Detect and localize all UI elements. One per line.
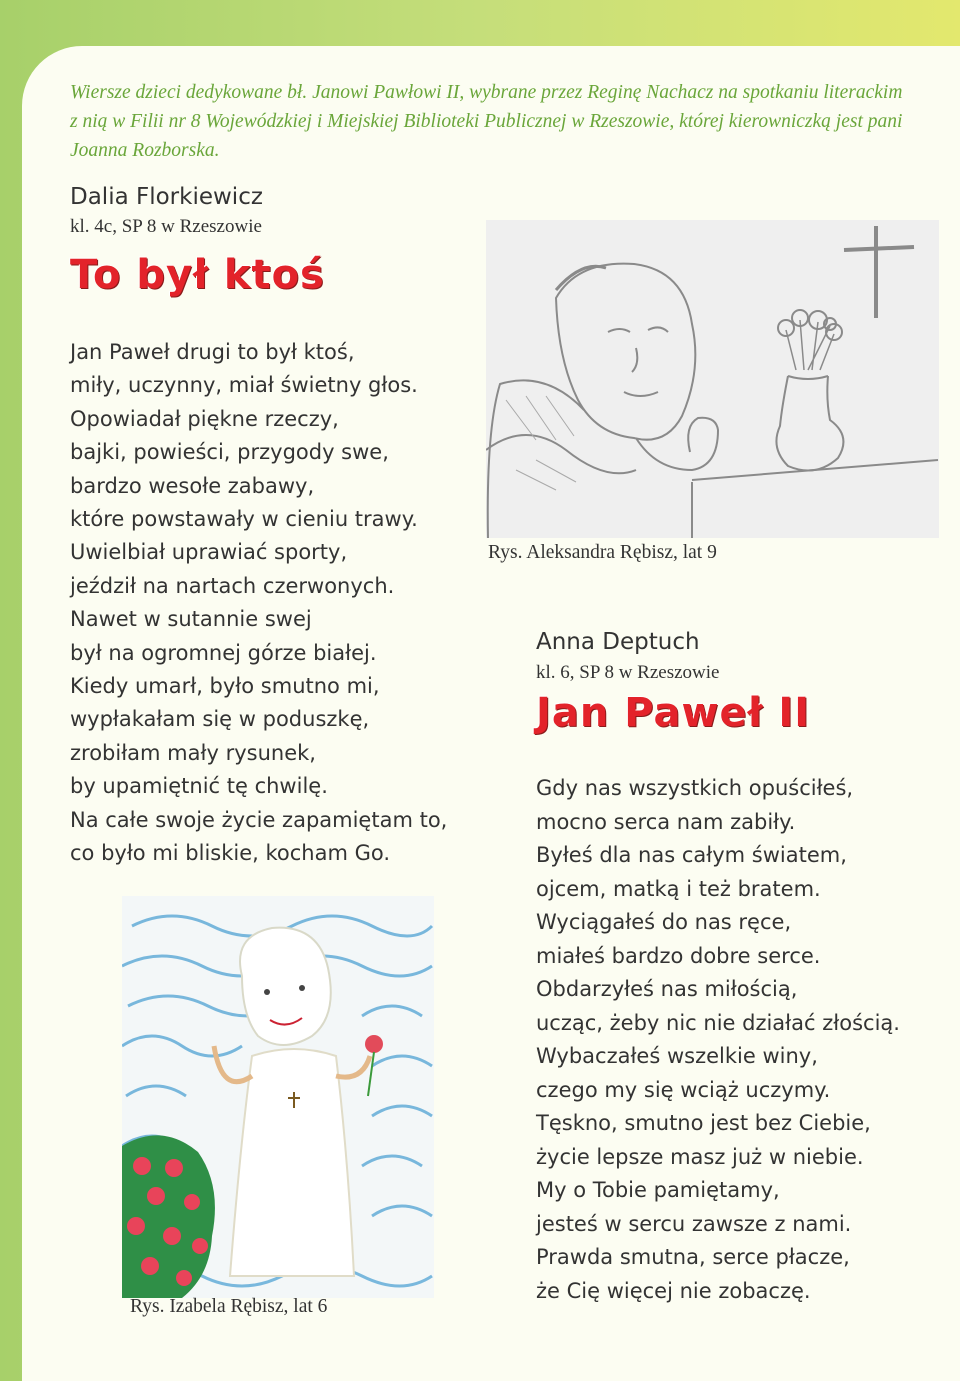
poem2-line: Wybaczałeś wszelkie winy,	[536, 1044, 818, 1068]
poem2-title: Jan Paweł II	[536, 690, 811, 736]
poem2-school: kl. 6, SP 8 w Rzeszowie	[536, 662, 720, 683]
poem2-line: ucząc, żeby nic nie działać złością.	[536, 1010, 900, 1035]
drawing1-caption: Rys. Aleksandra Rębisz, lat 9	[488, 542, 717, 563]
page	[22, 46, 960, 1381]
poem1-body	[70, 336, 447, 871]
poem2-line: miałeś bardzo dobre serce.	[536, 943, 821, 968]
poem2-line: Wyciągałeś do nas ręce,	[536, 910, 792, 934]
poem2-line: że Cię więcej nie zobaczę.	[536, 1278, 811, 1303]
poem1-line: Na całe swoje życie zapamiętam to,	[70, 807, 448, 832]
poem2-line: czego my się wciąż uczymy.	[536, 1077, 831, 1102]
poem1-title: To był ktoś	[70, 252, 325, 298]
poem1-school: kl. 4c, SP 8 w Rzeszowie	[70, 216, 262, 237]
poem1-line: Opowiadał piękne rzeczy,	[70, 406, 339, 431]
poem1-line: które powstawały w cieniu trawy.	[70, 507, 418, 532]
poem2-line: Prawda smutna, serce płacze,	[536, 1245, 850, 1269]
poem1-line: Jan Paweł drugi to był ktoś,	[70, 340, 355, 364]
poem2-line: jesteś w sercu zawsze z nami.	[536, 1211, 852, 1236]
poem1-line: co było mi bliskie, kocham Go.	[70, 841, 391, 866]
crayon-drawing-image	[122, 896, 434, 1298]
poem1-line: Kiedy umarł, było smutno mi,	[70, 674, 380, 699]
poem1-line: bardzo wesołe zabawy,	[70, 473, 315, 498]
poem2-author: Anna Deptuch	[536, 629, 700, 655]
intro-text: Wiersze dzieci dedykowane bł. Janowi Pawłowi II, wybrane przez Reginę Nachacz na spotkaniu literackim z nią w Filii nr 8 Wojewódzkiej i Miejskiej Biblioteki Publicznej w Rzeszowie, której kierowniczką jest pani Joanna Rozborska.	[70, 82, 903, 161]
poem2-line: Tęskno, smutno jest bez Ciebie,	[536, 1111, 871, 1135]
poem2-line: Obdarzyłeś nas miłością,	[536, 977, 798, 1001]
poem1-line: Uwielbiał uprawiać sporty,	[70, 540, 348, 565]
pencil-drawing-pope	[486, 220, 939, 538]
poem2-line: Byłeś dla nas całym światem,	[536, 843, 847, 867]
poem2-body	[536, 772, 900, 1308]
poem1-author: Dalia Florkiewicz	[70, 184, 263, 210]
poem1-line: by upamiętnić tę chwilę.	[70, 774, 328, 799]
poem1-line: miły, uczynny, miał świetny głos.	[70, 373, 418, 398]
poem1-line: jeździł na nartach czerwonych.	[70, 573, 395, 598]
poem1-line: wypłakałam się w poduszkę,	[70, 707, 370, 732]
crayon-drawing-pope	[122, 896, 434, 1298]
poem2-line: Gdy nas wszystkich opuściłeś,	[536, 776, 854, 800]
poem2-line: życie lepsze masz już w niebie.	[536, 1144, 864, 1169]
poem2-line: mocno serca nam zabiły.	[536, 809, 796, 834]
poem2-line: My o Tobie pamiętamy,	[536, 1178, 780, 1202]
poem1-line: bajki, powieści, przygody swe,	[70, 440, 389, 465]
poem1-line: zrobiłam mały rysunek,	[70, 740, 316, 765]
poem2-line: ojcem, matką i też bratem.	[536, 876, 821, 901]
drawing2-caption: Rys. Izabela Rębisz, lat 6	[130, 1296, 328, 1317]
pencil-sketch-image	[486, 220, 939, 538]
poem1-line: był na ogromnej górze białej.	[70, 640, 377, 665]
poem1-line: Nawet w sutannie swej	[70, 607, 312, 632]
